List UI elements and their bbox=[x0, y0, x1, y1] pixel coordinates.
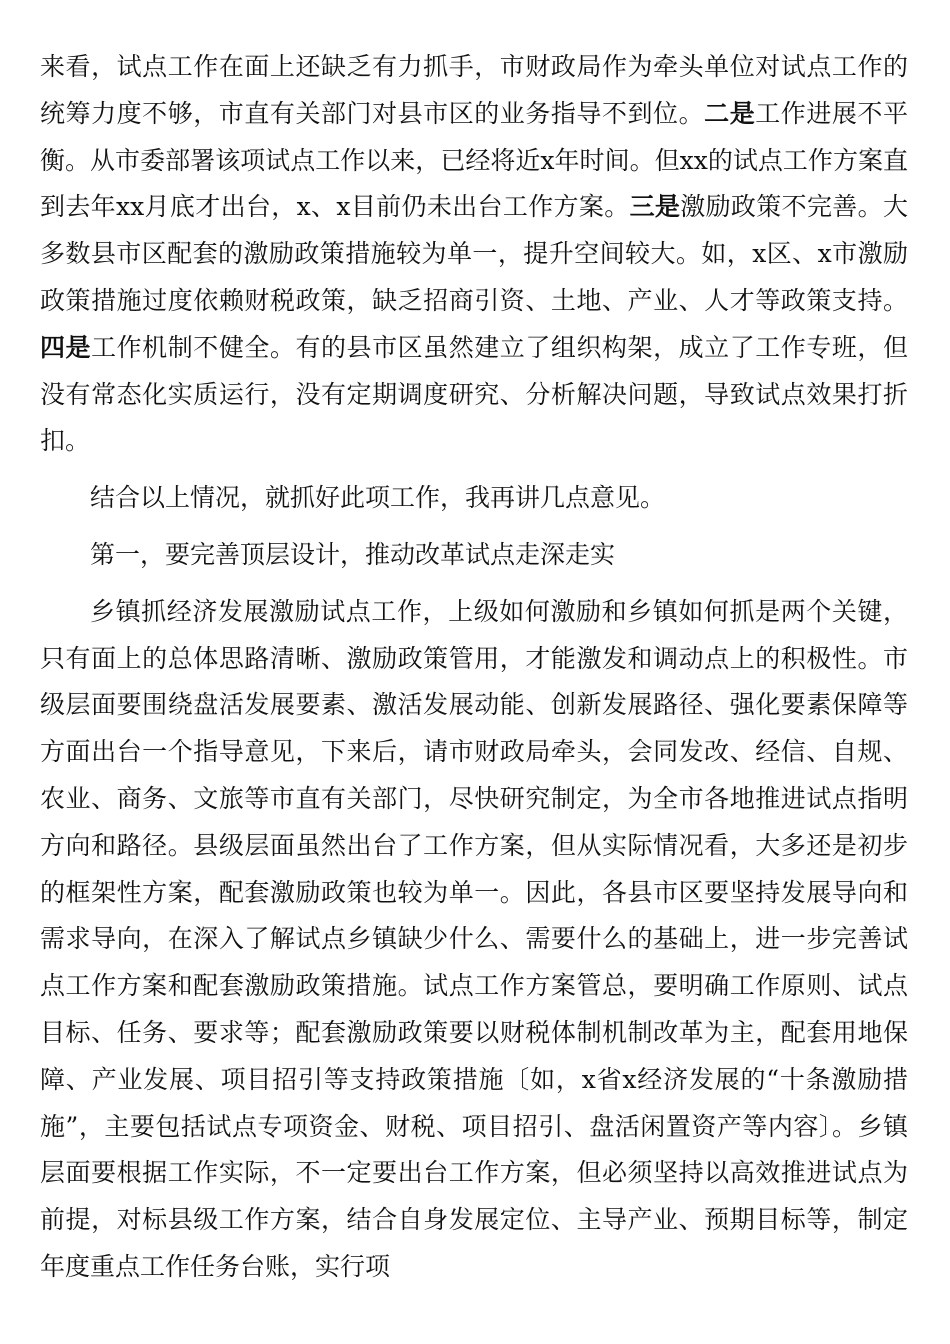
bold-marker-third: 三是 bbox=[629, 192, 681, 222]
paragraph-problems bbox=[40, 44, 908, 465]
text-segment: 来看，试点工作在面上还缺乏有力抓手，市财政局作为牵头单位对试点工作的统筹力度不够，市直有关部门对县市区的业务指导不到位。 bbox=[40, 52, 908, 128]
bold-marker-fourth: 四是 bbox=[40, 332, 92, 362]
paragraph-top-level-design: 乡镇抓经济发展激励试点工作，上级如何激励和乡镇如何抓是两个关键，只有面上的总体思路清晰、激励政策管用，才能激发和调动点上的积极性。市级层面要围绕盘活发展要素、激活发展动能、创新发展路径、强化要素保障等方面出台一个指导意见，下来后，请市财政局牵头，会同发改、经信、自规、农业、商务、文旅等市直有关部门，尽快研究制定，为全市各地推进试点指明方向和路径。县级层面虽然出台了工作方案，但从实际情况看，大多还是初步的框架性方案，配套激励政策也较为单一。因此，各县市区要坚持发展导向和需求导向，在深入了解试点乡镇缺少什么、需要什么的基础上，进一步完善试点工作方案和配套激励政策措施。试点工作方案管总，要明确工作原则、试点目标、任务、要求等；配套激励政策要以财税体制机制改革为主，配套用地保障、产业发展、项目招引等支持政策措施〔如，x省x经济发展的“十条激励措施”，主要包括试点专项资金、财税、项目招引、盘活闲置资产等内容〕。乡镇层面要根据工作实际，不一定要出台工作方案，但必须坚持以高效推进试点为前提，对标县级工作方案，结合自身发展定位、主导产业、预期目标等，制定年度重点工作任务台账，实行项 bbox=[40, 596, 908, 1281]
section-heading-first: 第一，要完善顶层设计，推动改革试点走深走实 bbox=[90, 539, 616, 569]
paragraph-transition: 结合以上情况，就抓好此项工作，我再讲几点意见。 bbox=[90, 483, 666, 513]
bold-marker-second: 二是 bbox=[704, 98, 756, 128]
text-segment: 激励政策不完善。大多数县市区配套的激励政策措施较为单一，提升空间较大。如，x区、x市激励政策措施过度依赖财税政策，缺乏招商引资、土地、产业、人才等政策支持。 bbox=[40, 192, 908, 315]
text-segment: 工作机制不健全。有的县市区虽然建立了组织构架，成立了工作专班，但没有常态化实质运行，没有定期调度研究、分析解决问题，导致试点效果打折扣。 bbox=[40, 332, 908, 456]
text-segment: 工作进展不平衡。从市委部署该项试点工作以来，已经将近x年时间。但xx的试点工作方案直到去年xx月底才出台，x、x目前仍未出台工作方案。 bbox=[40, 98, 908, 222]
document-page bbox=[40, 44, 908, 1291]
